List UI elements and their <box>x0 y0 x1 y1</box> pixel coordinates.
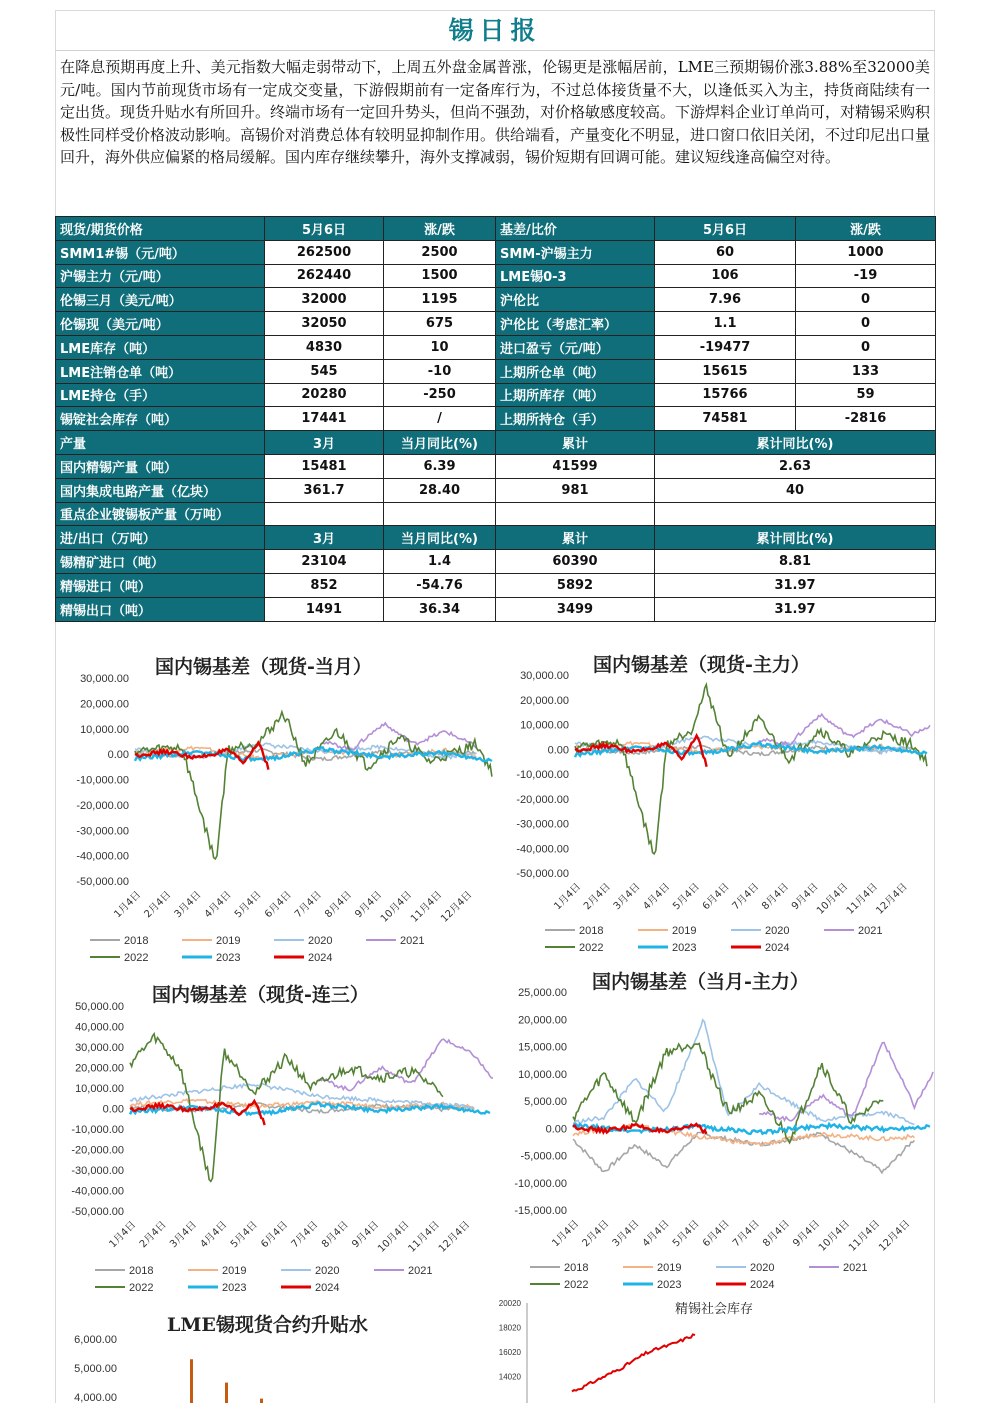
y-tick-label: 20,000.00 <box>518 1014 567 1027</box>
legend-label: 2022 <box>564 1279 589 1291</box>
x-tick-label: 5月4日 <box>670 1218 702 1250</box>
legend-label: 2022 <box>124 952 149 964</box>
x-tick-label: 9月4日 <box>791 1218 823 1250</box>
y-tick-label: -30,000.00 <box>516 818 569 831</box>
legend-label: 2021 <box>843 1262 868 1274</box>
column-header: 累计同比(%) <box>655 431 936 455</box>
bar <box>260 1399 263 1403</box>
table-row <box>56 407 936 431</box>
x-tick-label: 6月4日 <box>259 1219 291 1251</box>
legend-label: 2018 <box>564 1262 589 1274</box>
y-tick-label: -5,000.00 <box>520 1150 567 1163</box>
y-tick-label: -10,000.00 <box>71 1124 124 1136</box>
x-tick-label: 7月4日 <box>289 1219 321 1251</box>
row-label: 锡锭社会库存（吨） <box>56 407 265 431</box>
chart-title: LME锡现货合约升贴水 <box>167 1314 368 1336</box>
cell-value: 60 <box>655 240 796 264</box>
x-tick-label: 2月4日 <box>137 1219 169 1251</box>
column-header: 累计 <box>496 431 655 455</box>
cell-value: 32000 <box>265 288 384 312</box>
legend-label: 2019 <box>216 935 241 947</box>
table-row <box>56 550 936 574</box>
cell-value: 20280 <box>265 383 384 407</box>
x-tick-label: 9月4日 <box>789 881 821 913</box>
x-tick-label: 10月4日 <box>814 881 851 917</box>
row-label: SMM-沪锡主力 <box>496 240 655 264</box>
column-header: 产量 <box>56 431 265 455</box>
series-line-2022 <box>575 685 927 854</box>
cell-value: 28.40 <box>384 478 496 502</box>
legend-label: 2020 <box>308 935 333 947</box>
x-tick-label: 4月4日 <box>640 1218 672 1250</box>
chart-svg <box>495 965 935 1300</box>
table-row <box>56 573 936 597</box>
table-row <box>56 312 936 336</box>
x-tick-label: 12月4日 <box>439 889 475 925</box>
x-tick-label: 3月4日 <box>168 1219 200 1251</box>
chart-title: 国内锡基差（现货-当月） <box>155 656 372 678</box>
cell-value: 3499 <box>496 597 655 621</box>
cell-value: 1000 <box>796 240 936 264</box>
y-tick-label: 50,000.00 <box>75 1001 124 1013</box>
column-header: 5月6日 <box>265 217 384 241</box>
x-tick-label: 10月4日 <box>816 1218 853 1254</box>
chart-spot-third <box>55 980 495 1300</box>
table-row <box>56 335 936 359</box>
bar <box>190 1359 193 1403</box>
column-header: 涨/跌 <box>796 217 936 241</box>
series-line-inventory <box>572 1334 695 1391</box>
legend-label: 2020 <box>750 1262 775 1274</box>
cell-value: 10 <box>384 335 496 359</box>
table-row <box>56 383 936 407</box>
legend-label: 2024 <box>308 952 333 964</box>
chart-title: 精锡社会库存 <box>675 1302 754 1317</box>
column-header: 累计同比(%) <box>655 526 936 550</box>
table-row <box>56 597 936 621</box>
row-label: 国内集成电路产量（亿块） <box>56 478 265 502</box>
y-tick-label: -15,000.00 <box>514 1205 567 1217</box>
cell-value: -19477 <box>655 335 796 359</box>
legend-label: 2024 <box>750 1279 775 1291</box>
cell-value: 1.1 <box>655 312 796 336</box>
x-tick-label: 11月4日 <box>844 881 881 917</box>
legend-label: 2023 <box>216 952 241 964</box>
market-summary: 在降息预期再度上升、美元指数大幅走弱带动下，上周五外盘金属普涨，伦锡更是涨幅居前，LME三预期锡价涨3.88%至32000美元/吨。国内节前现货市场有一定成交变量，下游假期前有一定备库行为，不过总体接货量不大，以逢低买入为主，持货商陆续有一定出货。现货升贴水有所回升。终端市场有一定回升势头，但尚不强劲，对价格敏感度较高。下游焊料企业订单尚可，对精锡采购积极性同样受价格波动影响。高锡价对消费总体有较明显抑制作用。供给端看，产量变化不明显，进口窗口依旧关闭，不过印尼出口量回升，海外供应偏紧的格局缓解。国内库存继续攀升，海外支撑减弱，锡价短期有回调可能。建议短线逢高偏空对待。 <box>60 58 931 166</box>
row-label: 精锡出口（吨） <box>56 597 265 621</box>
row-label: 上期所库存（吨） <box>496 383 655 407</box>
cell-value: 106 <box>655 264 796 288</box>
chart-title: 国内锡基差（现货-连三） <box>152 984 369 1006</box>
legend-label: 2020 <box>315 1265 340 1277</box>
cell-value: 7.96 <box>655 288 796 312</box>
legend-label: 2018 <box>579 925 604 937</box>
x-tick-label: 6月4日 <box>700 881 732 913</box>
y-tick-label: -20,000.00 <box>76 799 129 812</box>
cell-value: -10 <box>384 359 496 383</box>
cell-value: 23104 <box>265 550 384 574</box>
column-header: 当月同比(%) <box>384 431 496 455</box>
cell-value: 74581 <box>655 407 796 431</box>
table-row <box>56 359 936 383</box>
x-tick-label: 10月4日 <box>378 889 415 925</box>
cell-value: 2.63 <box>655 454 936 478</box>
row-label: 伦锡三月（美元/吨） <box>56 288 265 312</box>
x-tick-label: 12月4日 <box>877 1218 913 1254</box>
cell-value: 0 <box>796 312 936 336</box>
cell-value: 852 <box>265 573 384 597</box>
legend-label: 2019 <box>222 1265 247 1277</box>
x-tick-label: 5月4日 <box>671 881 702 913</box>
cell-value: 2500 <box>384 240 496 264</box>
series-line-2020 <box>573 1020 914 1124</box>
x-tick-label: 3月4日 <box>610 1218 642 1250</box>
x-tick-label: 11月4日 <box>406 1219 442 1255</box>
row-label: 沪伦比 <box>496 288 655 312</box>
x-tick-label: 4月4日 <box>641 881 673 913</box>
chart-spot-current <box>55 650 495 970</box>
table-header-row <box>56 526 936 550</box>
legend-label: 2018 <box>129 1265 154 1277</box>
y-tick-label: 20,000.00 <box>75 1062 124 1075</box>
cell-value: -54.76 <box>384 573 496 597</box>
row-label: 上期所持仓（手） <box>496 407 655 431</box>
y-tick-label: 16020 <box>498 1347 521 1357</box>
table-row <box>56 240 936 264</box>
cell-value: 133 <box>796 359 936 383</box>
cell-value: 1.4 <box>384 550 496 574</box>
chart-svg <box>55 650 495 970</box>
x-tick-label: 8月4日 <box>760 881 792 913</box>
y-tick-label: -10,000.00 <box>514 1177 567 1190</box>
row-label: 精锡进口（吨） <box>56 573 265 597</box>
x-tick-label: 2月4日 <box>580 1218 612 1250</box>
chart-lme-spread <box>55 1305 495 1403</box>
row-label: 锡精矿进口（吨） <box>56 550 265 574</box>
y-tick-label: -10,000.00 <box>76 774 129 787</box>
legend-label: 2019 <box>657 1262 682 1274</box>
cell-value: 32050 <box>265 312 384 336</box>
cell-value: -250 <box>384 383 496 407</box>
cell-value: 31.97 <box>655 597 936 621</box>
y-tick-label: -20,000.00 <box>71 1144 124 1157</box>
row-label: 上期所仓单（吨） <box>496 359 655 383</box>
x-tick-label: 5月4日 <box>232 889 264 921</box>
cell-value: 262440 <box>265 264 384 288</box>
x-tick-label: 3月4日 <box>172 889 204 921</box>
legend-label: 2019 <box>672 925 697 937</box>
y-tick-label: 10,000.00 <box>75 1083 124 1095</box>
y-tick-label: 10,000.00 <box>518 1068 567 1081</box>
y-tick-label: 15,000.00 <box>518 1041 567 1054</box>
legend-label: 2021 <box>400 935 425 947</box>
table-row <box>56 454 936 478</box>
series-line-2021 <box>321 723 476 750</box>
cell-value: 1500 <box>384 264 496 288</box>
x-tick-label: 1月4日 <box>552 881 584 913</box>
x-tick-label: 9月4日 <box>353 889 385 921</box>
row-label: LME库存（吨） <box>56 335 265 359</box>
x-tick-label: 11月4日 <box>846 1218 883 1254</box>
chart-spot-main <box>495 650 935 970</box>
y-tick-label: -40,000.00 <box>76 850 129 863</box>
legend-label: 2021 <box>858 925 883 937</box>
cell-value: 361.7 <box>265 478 384 502</box>
data-table <box>55 216 936 622</box>
y-tick-label: 0.00 <box>102 1103 124 1116</box>
table-header-row <box>56 431 936 455</box>
cell-value: 5892 <box>496 573 655 597</box>
row-label: 伦锡现（美元/吨） <box>56 312 265 336</box>
row-label: 重点企业镀锡板产量（万吨） <box>56 502 265 526</box>
column-header: 累计 <box>496 526 655 550</box>
cell-value: 36.34 <box>384 597 496 621</box>
cell-value: / <box>384 407 496 431</box>
y-tick-label: -50,000.00 <box>71 1206 124 1218</box>
cell-value: 15766 <box>655 383 796 407</box>
column-header: 涨/跌 <box>384 217 496 241</box>
column-header: 现货/期货价格 <box>56 217 265 241</box>
row-label: LME持仓（手） <box>56 383 265 407</box>
cell-value: -2816 <box>796 407 936 431</box>
x-tick-label: 4月4日 <box>202 889 234 921</box>
cell-value: 4830 <box>265 335 384 359</box>
y-tick-label: -50,000.00 <box>516 868 569 880</box>
legend-label: 2020 <box>765 925 790 937</box>
chart-title: 国内锡基差（现货-主力） <box>593 654 810 676</box>
x-tick-label: 10月4日 <box>376 1219 412 1255</box>
cell-value: 0 <box>796 288 936 312</box>
x-tick-label: 2月4日 <box>582 881 613 913</box>
y-tick-label: 5,000.00 <box>74 1363 117 1375</box>
cell-value: 1491 <box>265 597 384 621</box>
x-tick-label: 11月4日 <box>408 889 445 925</box>
y-tick-label: -50,000.00 <box>76 876 129 888</box>
x-tick-label: 8月4日 <box>319 1219 351 1251</box>
cell-value: 15615 <box>655 359 796 383</box>
cell-value: 40 <box>655 478 936 502</box>
y-tick-label: 20,000.00 <box>520 694 569 707</box>
x-tick-label: 12月4日 <box>436 1219 473 1255</box>
chart-current-main <box>495 965 935 1300</box>
y-tick-label: 18020 <box>498 1323 521 1333</box>
y-tick-label: -10,000.00 <box>516 769 569 781</box>
row-label: 国内精锡产量（吨） <box>56 454 265 478</box>
bar <box>225 1383 228 1403</box>
cell-value: 545 <box>265 359 384 383</box>
x-tick-label: 1月4日 <box>112 889 144 921</box>
y-tick-label: -30,000.00 <box>71 1165 124 1177</box>
cell-value: 8.81 <box>655 550 936 574</box>
x-tick-label: 8月4日 <box>761 1218 793 1250</box>
legend-label: 2018 <box>124 935 149 947</box>
chart-svg <box>495 650 935 970</box>
y-tick-label: 30,000.00 <box>80 673 129 685</box>
row-label: SMM1#锡（元/吨） <box>56 240 265 264</box>
chart-title: 国内锡基差（当月-主力） <box>592 971 809 993</box>
cell-value <box>655 502 936 526</box>
cell-value: 1195 <box>384 288 496 312</box>
table-header-row <box>56 217 936 241</box>
column-header: 基差/比价 <box>496 217 655 241</box>
cell-value: 6.39 <box>384 454 496 478</box>
cell-value: 15481 <box>265 454 384 478</box>
table-row <box>56 288 936 312</box>
row-label: LME注销仓单（吨） <box>56 359 265 383</box>
chart-svg <box>55 1305 495 1403</box>
y-tick-label: 30,000.00 <box>520 670 569 682</box>
x-tick-label: 8月4日 <box>323 889 355 921</box>
chart-svg <box>495 1295 935 1403</box>
cell-value: 0 <box>796 335 936 359</box>
y-tick-label: 10,000.00 <box>80 723 129 736</box>
x-tick-label: 7月4日 <box>293 889 324 921</box>
legend-label: 2023 <box>672 942 697 954</box>
cell-value: 981 <box>496 478 655 502</box>
x-tick-label: 2月4日 <box>142 889 174 921</box>
y-tick-label: 20,000.00 <box>80 698 129 711</box>
row-label: 沪锡主力（元/吨） <box>56 264 265 288</box>
cell-value: 41599 <box>496 454 655 478</box>
table-row <box>56 502 936 526</box>
y-tick-label: 5,000.00 <box>524 1096 567 1108</box>
y-tick-label: 25,000.00 <box>518 987 567 999</box>
x-tick-label: 7月4日 <box>730 881 762 913</box>
legend-label: 2023 <box>657 1279 682 1291</box>
row-label: 沪伦比（考虑汇率） <box>496 312 655 336</box>
row-label: 进口盈亏（元/吨） <box>496 335 655 359</box>
cell-value: 60390 <box>496 550 655 574</box>
cell-value: 59 <box>796 383 936 407</box>
y-tick-label: 4,000.00 <box>74 1392 117 1403</box>
column-header: 当月同比(%) <box>384 526 496 550</box>
cell-value <box>384 502 496 526</box>
legend-label: 2021 <box>408 1265 433 1277</box>
column-header: 进/出口（万吨） <box>56 526 265 550</box>
cell-value: 675 <box>384 312 496 336</box>
cell-value: 17441 <box>265 407 384 431</box>
column-header: 5月6日 <box>655 217 796 241</box>
x-tick-label: 6月4日 <box>700 1218 732 1250</box>
y-tick-label: -40,000.00 <box>516 843 569 856</box>
x-tick-label: 7月4日 <box>731 1218 762 1250</box>
legend-label: 2024 <box>315 1282 340 1294</box>
report-title: 锡日报 <box>55 12 935 51</box>
column-header: 3月 <box>265 431 384 455</box>
y-tick-label: 0.00 <box>547 744 569 757</box>
x-tick-label: 6月4日 <box>262 889 294 921</box>
column-header: 3月 <box>265 526 384 550</box>
x-tick-label: 3月4日 <box>611 881 643 913</box>
series-line-2021 <box>318 1039 493 1091</box>
y-tick-label: 14020 <box>498 1372 521 1382</box>
cell-value: 31.97 <box>655 573 936 597</box>
x-tick-label: 1月4日 <box>107 1219 139 1251</box>
y-tick-label: 0.00 <box>107 749 129 762</box>
y-tick-label: -30,000.00 <box>76 825 129 838</box>
table-row <box>56 478 936 502</box>
y-tick-label: 40,000.00 <box>75 1021 124 1034</box>
legend-label: 2024 <box>765 942 790 954</box>
x-tick-label: 5月4日 <box>228 1219 260 1251</box>
row-label: LME锡0-3 <box>496 264 655 288</box>
table-row <box>56 264 936 288</box>
y-tick-label: 6,000.00 <box>74 1333 117 1346</box>
cell-value: 262500 <box>265 240 384 264</box>
chart-social-inventory <box>495 1295 935 1403</box>
y-tick-label: 0.00 <box>545 1123 567 1136</box>
y-tick-label: 20020 <box>498 1299 521 1308</box>
x-tick-label: 12月4日 <box>874 881 910 917</box>
cell-value <box>265 502 384 526</box>
x-tick-label: 9月4日 <box>350 1219 382 1251</box>
x-tick-label: 1月4日 <box>550 1218 582 1250</box>
y-tick-label: 10,000.00 <box>520 719 569 732</box>
x-tick-label: 4月4日 <box>198 1219 230 1251</box>
y-tick-label: -20,000.00 <box>516 793 569 806</box>
chart-svg <box>55 980 495 1300</box>
y-tick-label: -40,000.00 <box>71 1185 124 1198</box>
legend-label: 2022 <box>579 942 604 954</box>
legend-label: 2023 <box>222 1282 247 1294</box>
cell-value: -19 <box>796 264 936 288</box>
y-tick-label: 30,000.00 <box>75 1042 124 1054</box>
legend-label: 2022 <box>129 1282 154 1294</box>
cell-value <box>496 502 655 526</box>
